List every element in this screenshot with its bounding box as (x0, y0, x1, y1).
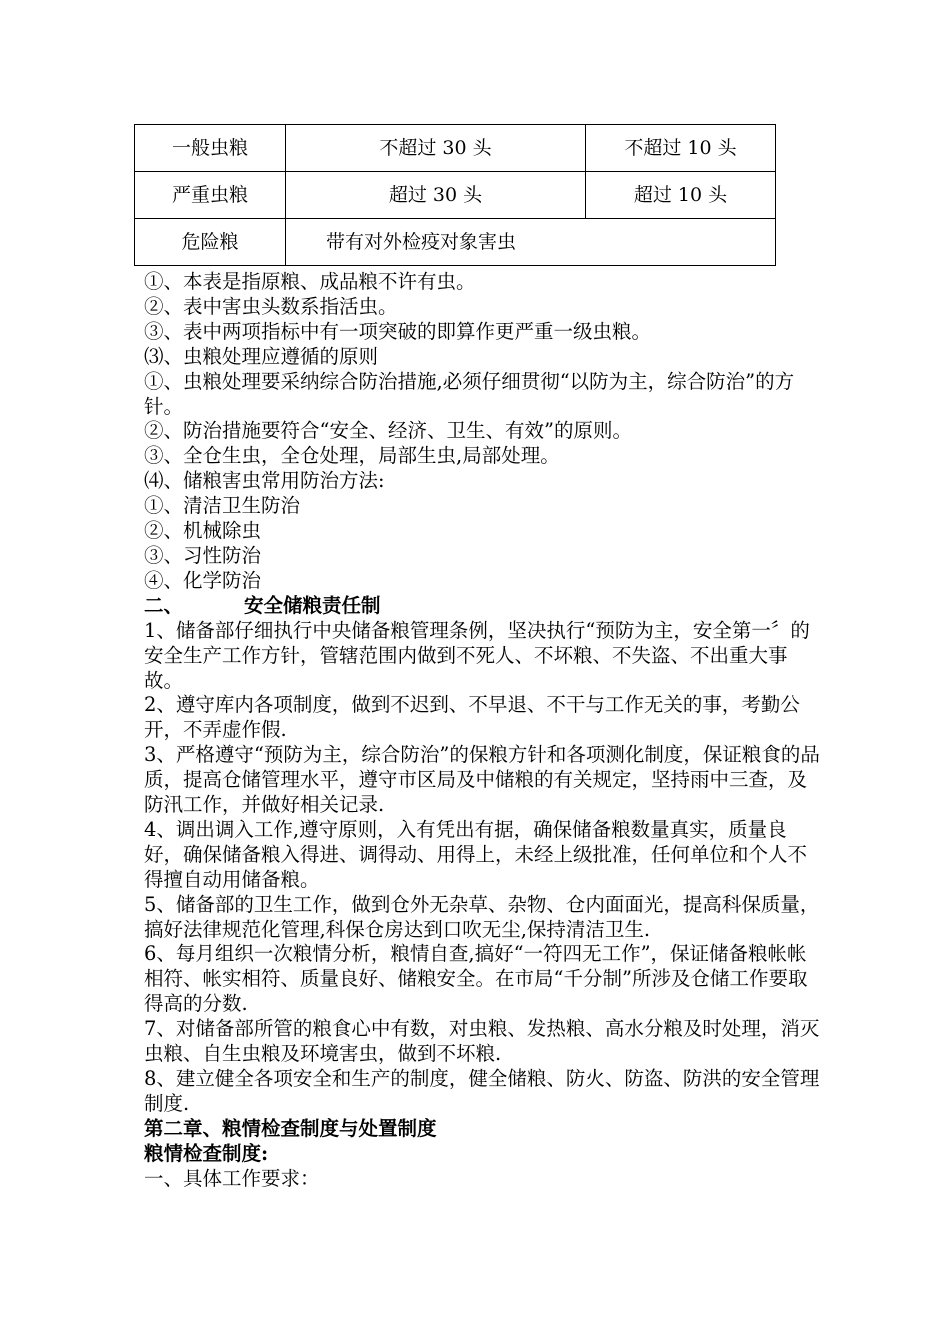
note-line: ①、虫粮处理要采纳综合防治措施,必须仔细贯彻“以防为主，综合防治”的方针。 (144, 369, 795, 418)
table-cell: 超过 30 头 (286, 172, 586, 219)
paragraph: 5、储备部的卫生工作，做到仓外无杂草、杂物、仓内面面光，提高科保质量，搞好法律规范化管理,科保仓房达到口吹无尘,保持清洁卫生. (144, 892, 820, 941)
note-line: ③、表中两项指标中有一项突破的即算作更严重一级虫粮。 (144, 319, 652, 343)
table-cell: 带有对外检疫对象害虫 (286, 219, 776, 266)
table-row (135, 172, 776, 219)
table-cell: 不超过 10 头 (586, 125, 776, 172)
paragraph: 8、建立健全各项安全和生产的制度，健全储粮、防火、防盗、防洪的安全管理制度. (144, 1067, 820, 1115)
paragraph: 7、对储备部所管的粮食心中有数，对虫粮、发热粮、高水分粮及时处理，消灭虫粮、自生虫粮及环境害虫，做到不坏粮. (144, 1017, 820, 1066)
table-cell: 超过 10 头 (586, 172, 776, 219)
table-cell: 一般虫粮 (135, 125, 286, 172)
paragraph: 一、具体工作要求： (144, 1166, 320, 1190)
chapter-heading: 第二章、粮情检查制度与处置制度 (144, 1116, 437, 1140)
note-line: ④、化学防治 (144, 568, 262, 592)
paragraph: 6、每月组织一次粮情分析，粮情自查,搞好“一符四无工作”，保证储备粮帐帐相符、帐实相符、质量良好、储粮安全。在市局“千分制”所涉及仓储工作要取得高的分数. (144, 942, 808, 1016)
table-cell: 严重虫粮 (135, 172, 286, 219)
note-line: ③、全仓生虫，全仓处理，局部生虫,局部处理。 (144, 444, 560, 468)
section-heading (144, 594, 824, 619)
document-body (144, 270, 824, 1192)
note-line: ⑶、虫粮处理应遵循的原则 (144, 344, 379, 368)
note-line: ①、清洁卫生防治 (144, 494, 301, 518)
paragraph: 1、储备部仔细执行中央储备粮管理条例，坚决执行“预防为主，安全第一〞的安全生产工作方针，管辖范围内做到不死人、不坏粮、不失盗、不出重大事故。 (144, 618, 810, 692)
note-line: ①、本表是指原粮、成品粮不许有虫。 (144, 270, 476, 293)
note-line: ②、表中害虫头数系指活虫。 (144, 294, 398, 318)
paragraph: 4、调出调入工作,遵守原则，入有凭出有据，确保储备粮数量真实，质量良好，确保储备粮入得进、调得动、用得上，未经上级批准，任何单位和个人不得擅自动用储备粮。 (144, 817, 808, 891)
section-title: 安全储粮责任制 (244, 593, 381, 617)
table-row (135, 125, 776, 172)
note-line: ②、防治措施要符合“安全、经济、卫生、有效”的原则。 (144, 419, 632, 443)
note-line: ⑷、储粮害虫常用防治方法: (144, 469, 385, 493)
insect-grade-table (134, 124, 776, 266)
paragraph: 2、遵守库内各项制度，做到不迟到、不早退、不干与工作无关的事，考勤公开，不弄虚作假. (144, 693, 800, 742)
table-cell: 危险粮 (135, 219, 286, 266)
table-row (135, 219, 776, 266)
note-line: ③、习性防治 (144, 543, 262, 567)
section-number: 二、 (144, 593, 184, 617)
table-cell: 不超过 30 头 (286, 125, 586, 172)
note-line: ②、机械除虫 (144, 519, 262, 543)
paragraph: 3、严格遵守“预防为主，综合防治”的保粮方针和各项测化制度，保证粮食的品质，提高仓储管理水平，遵守市区局及中储粮的有关规定，坚持雨中三查，及防汛工作，并做好相关记录. (144, 743, 820, 817)
sub-heading: 粮情检查制度: (144, 1141, 269, 1165)
